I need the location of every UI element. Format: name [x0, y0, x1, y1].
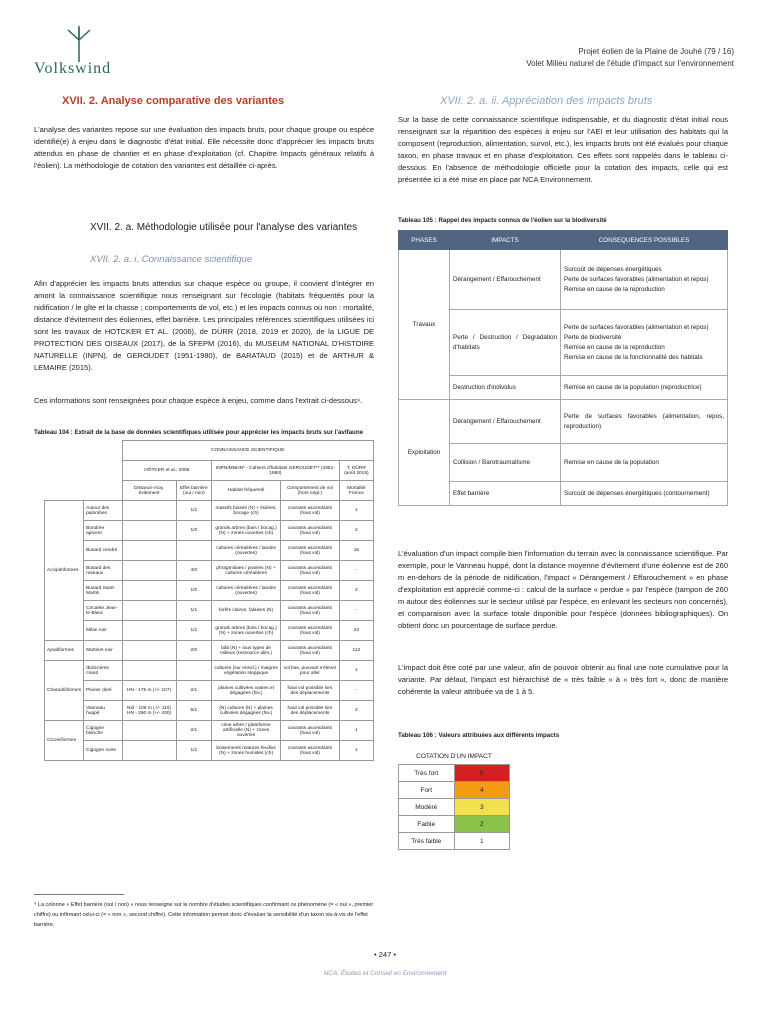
table-row [45, 741, 374, 761]
t104-barrier: 1/1 [176, 621, 211, 641]
table-row [45, 601, 374, 621]
t104-habitat: phragmitaies / prairies (N) + cultures céréalières [212, 561, 281, 581]
t104-behaviour: courants ascendants (haut vol) [281, 601, 340, 621]
t104-distance [122, 741, 176, 761]
t104-barrier [176, 661, 211, 681]
cotation-row [399, 782, 510, 799]
t104-behaviour: courants ascendants (haut vol) [281, 561, 340, 581]
table-105-caption: Tableau 105 : Rappel des impacts connus de l'éolien sur la biodiversité [398, 217, 607, 224]
t105-impact: Destruction d'individus [450, 376, 561, 400]
t104-species: Martinet noir [84, 641, 122, 661]
t104-habitat: forêts claires, falaises (N) [212, 601, 281, 621]
t104-source-3: T. DÜRR (août 2019) [339, 461, 373, 481]
t105-phase-travaux: Travaux [399, 250, 450, 400]
t104-species: Bondrée apivore [84, 521, 122, 541]
t104-barrier: 1/1 [176, 601, 211, 621]
table-row [45, 581, 374, 601]
t104-barrier [176, 541, 211, 561]
t104-distance [122, 621, 176, 641]
t104-habitat: massifs boisés (N) + lisières, bocage (ch) [212, 501, 281, 521]
t104-behaviour: courants ascendants (haut vol) [281, 741, 340, 761]
t105-consequence: Surcoût de dépenses énergétiques Perte de surfaces favorables (alimentation et repos) Remise en cause de la reproduction [561, 250, 728, 310]
cotation-value: 4 [454, 782, 510, 799]
t105-consequence: Perte de surfaces favorables (alimentation, repos, reproduction) [561, 400, 728, 444]
t104-behaviour: courants ascendants (haut vol) [281, 501, 340, 521]
table-row [45, 701, 374, 721]
t104-behaviour: courants ascendants (haut vol) [281, 721, 340, 741]
t105-impact: Collision / Barotraumatisme [450, 444, 561, 482]
t104-distance: HN - 175 m (+/- 107) [122, 681, 176, 701]
cotation-label: Très faible [399, 833, 455, 850]
table-105 [398, 230, 728, 506]
t106-header: COTATION D'UN IMPACT [399, 748, 510, 765]
t104-col-distance: Distance moy. évitement [122, 481, 176, 501]
t105-phase-exploitation: Exploitation [399, 400, 450, 506]
cotation-row [399, 833, 510, 850]
cotation-label: Fort [399, 782, 455, 799]
cotation-row [399, 799, 510, 816]
t104-behaviour: haut vol possible lors des déplacements [281, 681, 340, 701]
t104-behaviour: courants ascendants (haut vol) [281, 521, 340, 541]
t104-mortality: 1 [339, 721, 373, 741]
t105-consequence: Remise en cause de la population [561, 444, 728, 482]
t104-barrier: 2/1 [176, 721, 211, 741]
page-number: • 247 • [374, 950, 396, 959]
page-header [526, 46, 734, 70]
t105-impact: Dérangement / Effarouchement [450, 400, 561, 444]
t105-impact: Perte / Destruction / Dégradation d'habitats [450, 310, 561, 376]
table-row [45, 721, 374, 741]
t104-habitat: boisements matures feuillus (N) + zones humides (ch) [212, 741, 281, 761]
connaissance-paragraph: Afin d'apprécier les impacts bruts attendus sur chaque espèce ou groupe, il convient d'intégrer en amont la connaissance scientifique nous renseignant sur l'écologie (habitats fréquentés pour la nidification / le gîte et la chasse ; comportements de vol, etc.) et les impacts connus ou non : mortalité, distance d'évitement des éoliennes, effet barrière. Les principales références scientifiques utilisées ici sont les travaux de HOTCKER ET AL. (2006), de DÜRR (2018, 2019 et 2020), de la LIGUE DE PROTECTION DES OISEAUX (2017), de la SFEPM (2016), du MUSEUM NATIONAL D'HISTOIRE NATURELLE (INPN), de GEROUDET (1951-1980), de BARATAUD (2015) et de ARTHUR & LEMAIRE (2015). [34, 279, 374, 372]
cotation-paragraph: L'impact doit être coté par une valeur, afin de pouvoir obtenir au final une note cumulative pour la variante. Par défaut, l'impact est hiérarchisé de « très faible » à « très fort », donc de manière cohérente la valeur attribuée va de 1 à 5. [398, 663, 728, 696]
t104-mortality: 2 [339, 701, 373, 721]
intro-paragraph: L'analyse des variantes repose sur une évaluation des impacts bruts, pour chaque groupe ou espèce identifié(e) à enjeu dans le diagnostic d'état initial. Elle nécessite donc d'apprécier les impacts bruts attendus en phase de chantier et en phase d'exploitation (cf. Chapitre Impacts généraux relatifs à l'éolien). La méthodologie de cotation des variantes est détaillée ci-après. [34, 125, 374, 170]
t104-distance [122, 661, 176, 681]
t104-species: Busard Saint-Martin [84, 581, 122, 601]
t104-species: Busard cendré [84, 541, 122, 561]
cotation-label: Très fort [399, 765, 455, 782]
t104-order-cell: Accipitriformes [45, 501, 84, 641]
extract-intro: Ces informations sont renseignées pour chaque espèce à enjeu, comme dans l'extrait ci-dessous⁹. [34, 396, 363, 405]
t104-col-behaviour: Comportement de vol (hors migr.) [281, 481, 340, 501]
t104-habitat: bâti (N) + tous types de milieux (ressource alim.) [212, 641, 281, 661]
t104-source-2: INPN/MNHN* - Cahiers d'habitats GEROUDET** (1951-1980) [212, 461, 340, 481]
t104-barrier: 1/1 [176, 501, 211, 521]
t104-habitat: cultures céréalières / landes (ouvertes) [212, 541, 281, 561]
t104-col-mortality: Mortalité France [339, 481, 373, 501]
t104-species: Busard des roseaux [84, 561, 122, 581]
t104-species: Vanneau huppé [84, 701, 122, 721]
table-106-caption: Tableau 106 : Valeurs attribuées aux différents impacts [398, 732, 560, 739]
t104-mortality: - [339, 601, 373, 621]
table-104-caption: Tableau 104 : Extrait de la base de données scientifiques utilisée pour apprécier les impacts bruts sur l'avifaune [34, 429, 364, 436]
t105-col-phases: PHASES [399, 231, 450, 250]
footnote: ⁹ La colonne « Effet barrière (oui / non) » nous renseigne sur le nombre d'études scientifiques confirmant ce phénomène (= « oui », premier chiffre) ou infirmant celui-ci (= « non », second chiffre). Cette information permet donc d'évaluer la sensibilité d'un taxon vis-à-vis de l'effet barrière. [34, 902, 374, 928]
footnote-separator [34, 894, 124, 895]
t105-consequence: Perte de surfaces favorables (alimentation et repos) Perte de biodiversité Remise en cause de la reproduction Remise en cause de la fonctionnalité des habitats [561, 310, 728, 376]
t104-habitat: plaines cultivées vastes et dégagées (hiv.) [212, 681, 281, 701]
evaluation-paragraph: L'évaluation d'un impact compile bien l'information du terrain avec la connaissance scientifique. Par exemple, pour le Vanneau huppé, dont la distance moyenne d'évitement d'une éolienne est de 260 m en-dehors de la période de nidification, l'impact « Dérangement / Effarouchement » en phase d'exploitation est apprécié comme-ci : calcul de la surface « perdue » par l'espèce (tampon de 260 m autour des éoliennes sur le secteur utilisé par l'espèce, en enlevant les secteurs non concernés), et comparaison avec la surface totale disponible pour l'espèce (données bibliographiques). On obtient donc un pourcentage de surface perdue. [398, 549, 728, 630]
volkswind-logo: Volkswind [34, 60, 112, 77]
t104-behaviour: courants ascendants (haut vol) [281, 641, 340, 661]
t104-order-cell: Charadriiformes [45, 661, 84, 721]
subsection-title: XVII. 2. a. Méthodologie utilisée pour l'analyse des variantes [90, 222, 358, 233]
t104-header-main: CONNAISSANCE SCIENTIFIQUE [122, 441, 373, 461]
t104-behaviour: vol bas, pouvant s'élever pour aller [281, 661, 340, 681]
t104-barrier: 5/1 [176, 701, 211, 721]
t104-mortality: - [339, 681, 373, 701]
t104-habitat: cultures céréalières / landes (ouvertes) [212, 581, 281, 601]
table-row [45, 621, 374, 641]
t104-habitat: grands arbres (bois / bocag.)(N) + zones ouvertes (ch) [212, 521, 281, 541]
t104-col-habitat: Habitat fréquenté [212, 481, 281, 501]
t104-habitat: cime arbre / plateforme artificielle (N) + zones ouvertes [212, 721, 281, 741]
t104-species: Œdicnème criard [84, 661, 122, 681]
cotation-value: 1 [454, 833, 510, 850]
t105-consequence: Remise en cause de la population (reproductrice) [561, 376, 728, 400]
t104-barrier: 1/0 [176, 521, 211, 541]
t104-barrier: 2/0 [176, 641, 211, 661]
table-row [45, 641, 374, 661]
t104-mortality: 1 [339, 501, 373, 521]
subsubsection-title: XVII. 2. a. i. Connaissance scientifique [90, 254, 253, 265]
t104-barrier: 1/1 [176, 741, 211, 761]
t104-mortality: - [339, 561, 373, 581]
header-line-2: Volet Milieu naturel de l'étude d'impact sur l'environnement [526, 59, 734, 68]
cotation-row [399, 816, 510, 833]
t104-mortality: 2 [339, 521, 373, 541]
t104-barrier: 1/0 [176, 581, 211, 601]
volkswind-logo-icon [64, 26, 94, 62]
t104-mortality: 15 [339, 541, 373, 561]
t104-distance [122, 561, 176, 581]
t104-habitat: grands arbres (bois / bocag.)(N) + zones ouvertes (ch) [212, 621, 281, 641]
t104-order-cell: Ciconiiformes [45, 721, 84, 761]
cotation-row [399, 765, 510, 782]
t104-barrier: 4/0 [176, 561, 211, 581]
t104-distance [122, 641, 176, 661]
t104-mortality: 2 [339, 581, 373, 601]
section-title: XVII. 2. Analyse comparative des variantes [62, 95, 285, 107]
table-104 [44, 440, 374, 761]
t104-species: Milan noir [84, 621, 122, 641]
t104-distance [122, 581, 176, 601]
page-footer: NCA, Études et Conseil en Environnement [323, 970, 447, 977]
table-row [45, 541, 374, 561]
t104-species: Cigogne noire [84, 741, 122, 761]
t104-distance [122, 541, 176, 561]
t104-distance [122, 601, 176, 621]
t104-distance [122, 721, 176, 741]
t104-habitat: cultures (sur ensol.) / maigres végétation steppique [212, 661, 281, 681]
header-line-1: Projet éolien de la Plaine de Jouhé (79 / 16) [578, 47, 734, 56]
t105-impact: Effet barrière [450, 482, 561, 506]
t105-col-consequences: CONSEQUENCES POSSIBLES [561, 231, 728, 250]
t104-species: Autour des palombes [84, 501, 122, 521]
t104-source-1: HÖTKER et al., 2006 [122, 461, 211, 481]
t104-species: Circaète Jean-le-Blanc [84, 601, 122, 621]
table-row [45, 521, 374, 541]
t104-mortality: 112 [339, 641, 373, 661]
t105-consequence: Surcoût de dépenses énergétiques (contournement) [561, 482, 728, 506]
t104-behaviour: courants ascendants (haut vol) [281, 581, 340, 601]
t104-distance [122, 521, 176, 541]
cotation-label: Modéré [399, 799, 455, 816]
t104-mortality: 1 [339, 741, 373, 761]
t104-mortality: 22 [339, 621, 373, 641]
table-row [45, 681, 374, 701]
t104-behaviour: courants ascendants (haut vol) [281, 621, 340, 641]
cotation-label: Faible [399, 816, 455, 833]
t105-impact: Dérangement / Effarouchement [450, 250, 561, 310]
appreciation-paragraph: Sur la base de cette connaissance scientifique indispensable, et du diagnostic d'état initial nous renseignant sur la répartition des espèces à enjeu sur l'AEI et leur utilisation des habitats qui la composent (reproduction, alimentation, survol, etc.), les impacts bruts ont été évalués pour chaque taxon, en phase travaux et en phase d'exploitation. Ces effets sont rappelés dans le tableau ci-dessous. En l'absence de méthodologie officielle pour la cotation des impacts, celle qui est présentée ici a été mise en place par NCA Environnement. [398, 115, 728, 184]
t104-species: Cigogne blanche [84, 721, 122, 741]
table-106 [398, 748, 510, 850]
right-section-title: XVII. 2. a. ii. Appréciation des impacts bruts [440, 95, 653, 107]
t105-col-impacts: IMPACTS [450, 231, 561, 250]
t104-habitat: (N) cultures (N) + plaines cultivées dégagées (hiv.) [212, 701, 281, 721]
table-row [45, 661, 374, 681]
t104-mortality: 1 [339, 661, 373, 681]
t104-order-cell: Apodiformes [45, 641, 84, 661]
cotation-value: 3 [454, 799, 510, 816]
table-row [45, 561, 374, 581]
cotation-value: 5 [454, 765, 510, 782]
t104-behaviour: haut vol possible lors des déplacements [281, 701, 340, 721]
t104-distance: Nid - 108 m (+/- 110) HN - 260 m (+/- 430) [122, 701, 176, 721]
t104-species: Pluvier doré [84, 681, 122, 701]
t104-barrier: 2/1 [176, 681, 211, 701]
table-row [45, 501, 374, 521]
t104-distance [122, 501, 176, 521]
t104-col-barrier: Effet barrière (oui / non) [176, 481, 211, 501]
t104-behaviour: courants ascendants (haut vol) [281, 541, 340, 561]
cotation-value: 2 [454, 816, 510, 833]
